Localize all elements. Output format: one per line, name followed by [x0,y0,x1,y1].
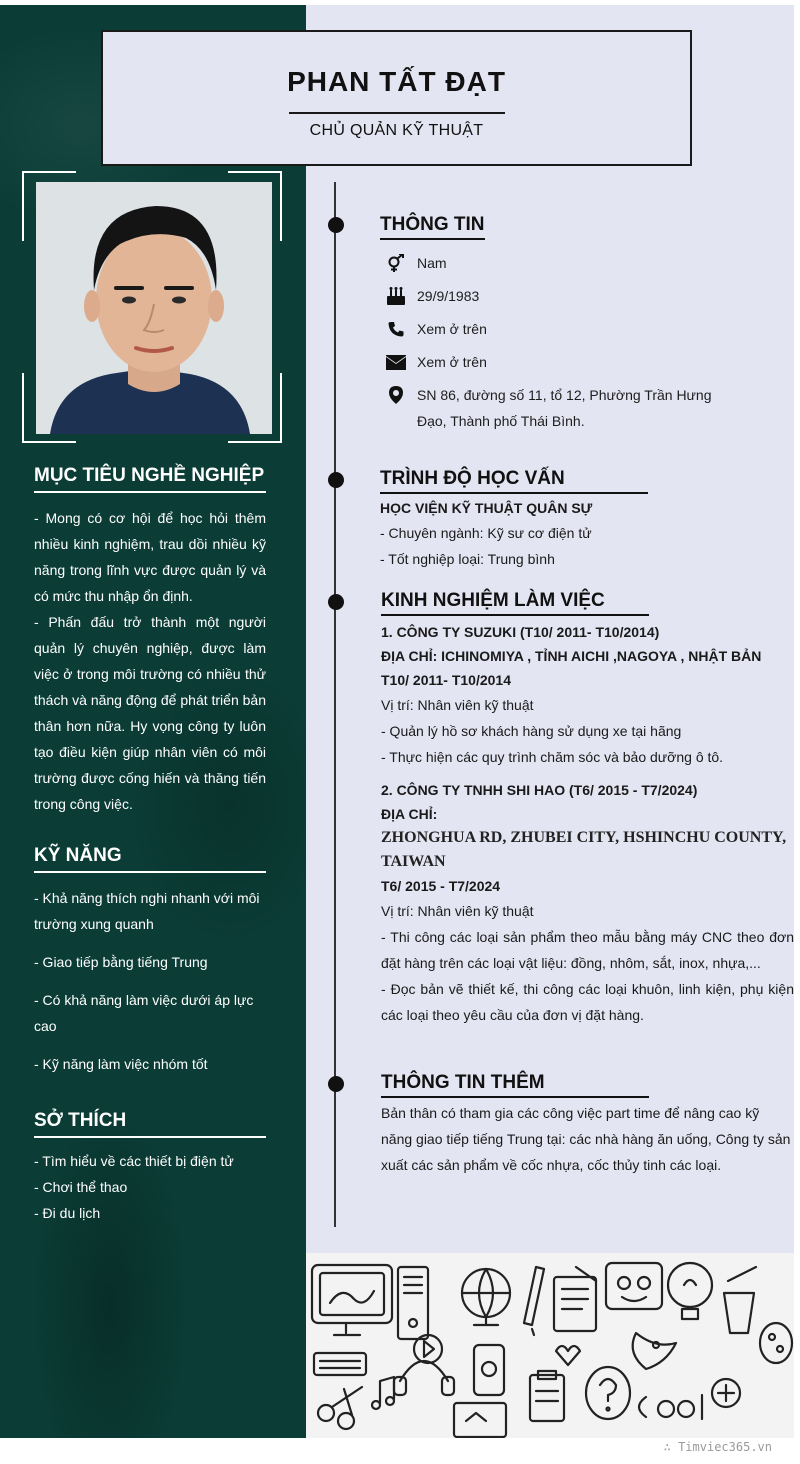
job-task: - Thực hiện các quy trình chăm sóc và bảo dưỡng ô tô. [381,749,724,765]
name-divider [289,112,505,114]
hobby-item: - Đi du lịch [34,1205,101,1221]
gender-icon [386,250,406,276]
objective-section [34,465,266,817]
skill-item: - Khả năng thích nghi nhanh với môi trường xung quanh [34,890,260,932]
education-grade: - Tốt nghiệp loại: Trung bình [380,551,555,567]
job-entry-2 [381,778,794,1028]
doodle-illustration [306,1253,794,1438]
timeline-dot [328,472,344,488]
additional-info-section [381,1072,794,1178]
job-address: ĐỊA CHỈ: ICHINOMIYA , TỈNH AICHI ,NAGOYA , NHẬT BẢN [381,648,762,664]
candidate-name: PHAN TẤT ĐẠT [287,66,506,97]
job-period: T10/ 2011- T10/2014 [381,672,511,688]
skills-section [34,845,266,1089]
info-gender-row [380,250,740,276]
job-address-value: ZHONGHUA RD, ZHUBEI CITY, HSHINCHU COUNTY, TAIWAN [381,829,787,870]
info-phone-row [380,316,740,342]
timeline-dot [328,594,344,610]
job-title: 1. CÔNG TY SUZUKI (T10/ 2011- T10/2014) [381,624,660,640]
info-birthday-row [380,283,740,309]
job-entry-1 [381,620,794,770]
job-task: - Đọc bản vẽ thiết kế, thi công các loại khuôn, linh kiện, phụ kiện các loại theo yêu cầu của đơn vị đặt hàng. [381,981,794,1023]
additional-info-heading: THÔNG TIN THÊM [381,1072,649,1098]
job-task: - Thi công các loại sản phẩm theo mẫu bằng máy CNC theo đơn đặt hàng trên các loại vật liệu: đồng, nhôm, sắt, inox, nhựa,... [381,929,794,971]
email-value: Xem ở trên [417,354,487,370]
hobbies-section [34,1110,266,1226]
skills-heading: KỸ NĂNG [34,845,266,873]
map-pin-icon [386,382,406,408]
skill-item: - Kỹ năng làm việc nhóm tốt [34,1056,208,1072]
additional-info-text: Bản thân có tham gia các công việc part time để nâng cao kỹ năng giao tiếp tiếng Trung tại: các nhà hàng ăn uống, Công ty sản xuất các sản phẩm về cốc nhựa, cốc thủy tinh các loại. [381,1105,791,1173]
gender-value: Nam [417,255,447,271]
job-title: CHỦ QUẢN KỸ THUẬT [309,122,484,139]
cake-icon [386,283,406,309]
envelope-icon [386,349,406,375]
timeline-dot [328,1076,344,1092]
skill-item: - Giao tiếp bằng tiếng Trung [34,954,208,970]
info-section [380,214,740,441]
hobby-item: - Chơi thể thao [34,1179,128,1195]
education-school: HỌC VIỆN KỸ THUẬT QUÂN SỰ [380,500,593,516]
education-heading: TRÌNH ĐỘ HỌC VẤN [380,468,648,494]
objective-paragraph: - Mong có cơ hội để học hỏi thêm nhiều kinh nghiệm, trau dồi nhiều kỹ năng trong lĩnh vực được quản lý và có mức thu nhập ổn định. [34,510,266,604]
name-header [101,30,692,166]
hobby-item: - Tìm hiểu về các thiết bị điện tử [34,1153,234,1169]
job-task: - Quản lý hồ sơ khách hàng sử dụng xe tại hãng [381,723,682,739]
timeline-dot [328,217,344,233]
address-value: SN 86, đường số 11, tổ 12, Phường Trần Hưng Đạo, Thành phố Thái Bình. [417,387,712,429]
phone-icon [386,316,406,342]
objective-heading: MỤC TIÊU NGHỀ NGHIỆP [34,465,266,493]
experience-section [381,590,794,1028]
info-heading: THÔNG TIN [380,214,485,240]
phone-value: Xem ở trên [417,321,487,337]
job-position: Vị trí: Nhân viên kỹ thuật [381,903,534,919]
experience-heading: KINH NGHIỆM LÀM VIỆC [381,590,649,616]
objective-paragraph: - Phấn đấu trở thành một người quản lý chuyên nghiệp, được làm việc ở trong môi trường có nhiều thử thách và năng động để phát triển bản thân hơn nữa. Hy vọng công ty luôn tạo điều kiện giúp nhân viên có môi trường được cống hiến và thăng tiến trong công việc. [34,614,266,812]
site-watermark: ∴ Timviec365.vn [663,1440,772,1454]
education-section [380,468,780,572]
portrait-photo [36,182,272,434]
job-period: T6/ 2015 - T7/2024 [381,878,501,894]
timeline-line [334,182,336,1227]
education-major: - Chuyên ngành: Kỹ sư cơ điện tử [380,525,592,541]
job-title: 2. CÔNG TY TNHH SHI HAO (T6/ 2015 - T7/2024) [381,782,698,798]
photo-frame [22,171,282,443]
info-address-row [380,382,740,434]
birthday-value: 29/9/1983 [417,288,480,304]
skill-item: - Có khả năng làm việc dưới áp lực cao [34,992,254,1034]
hobbies-heading: SỞ THÍCH [34,1110,266,1138]
info-email-row [380,349,740,375]
job-address-label: ĐỊA CHỈ: [381,806,438,822]
job-position: Vị trí: Nhân viên kỹ thuật [381,697,534,713]
